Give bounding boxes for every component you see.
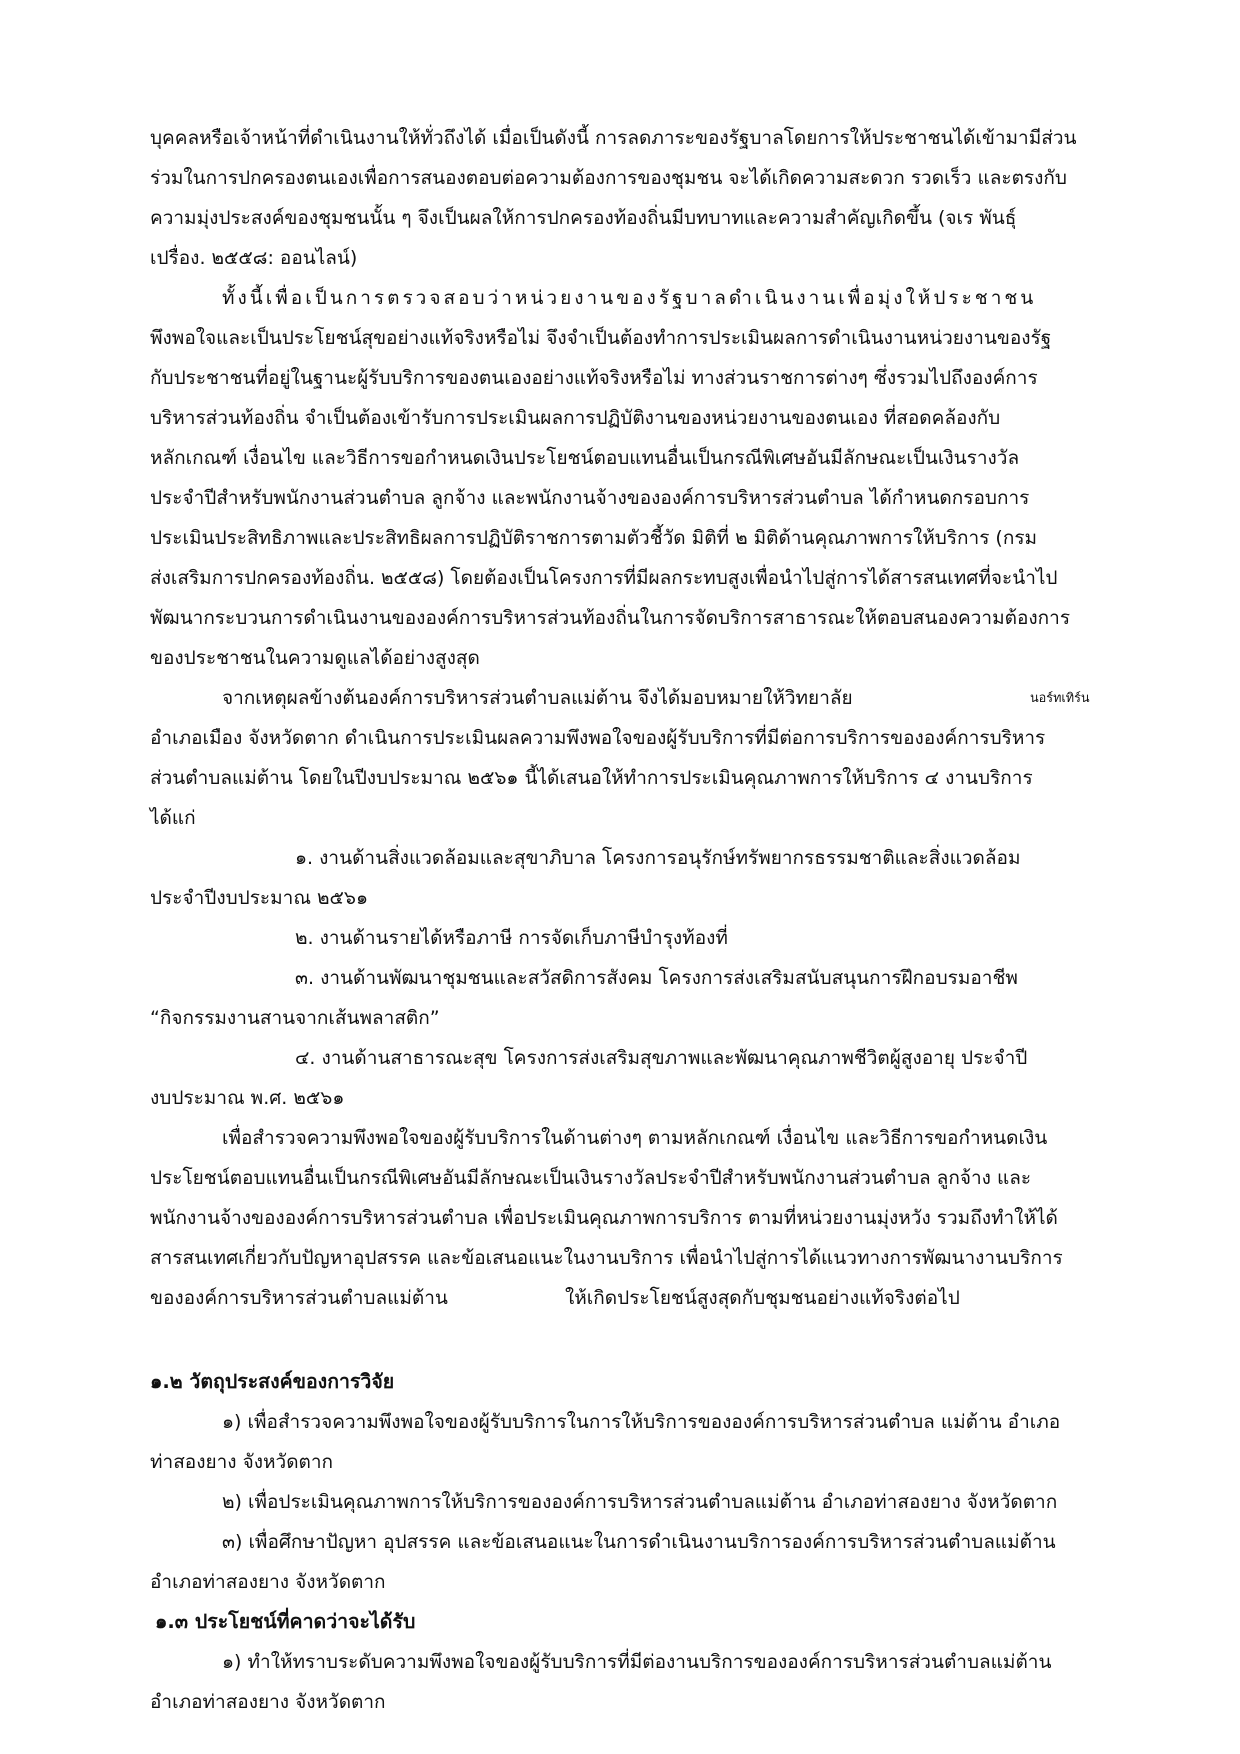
paragraph-line: บุคคลหรือเจ้าหน้าที่ดำเนินงานให้ทั่วถึงได้ เมื่อเป็นดังนี้ การลดภาระของรัฐบาลโดยการให้ประชาชนได้เข้ามามีส่วน <box>150 127 1077 149</box>
list-item: งบประมาณ พ.ศ. ๒๕๖๑ <box>150 1087 345 1109</box>
objective-item: ๓) เพื่อศึกษาปัญหา อุปสรรค และข้อเสนอแนะในการดำเนินงานบริการองค์การบริหารส่วนตำบลแม่ต้าน <box>222 1531 1056 1553</box>
paragraph-line: ส่งเสริมการปกครองท้องถิ่น. ๒๕๕๘) โดยต้องเป็นโครงการที่มีผลกระทบสูงเพื่อนำไปสู่การได้สารสนเทศที่จะนำไป <box>150 567 1058 589</box>
paragraph-line: ได้แก่ <box>150 807 196 829</box>
section-heading-benefits: ๑.๓ ประโยชน์ที่คาดว่าจะได้รับ <box>155 1610 416 1633</box>
paragraph-line: ประเมินประสิทธิภาพและประสิทธิผลการปฏิบัติราชการตามตัวชี้วัด มิติที่ ๒ มิติด้านคุณภาพการให้บริการ (กรม <box>150 527 1038 549</box>
paragraph-line: บริหารส่วนท้องถิ่น จำเป็นต้องเข้ารับการประเมินผลการปฏิบัติงานของหน่วยงานของตนเอง ที่สอดคล้องกับ <box>150 407 1001 429</box>
list-item: ๓. งานด้านพัฒนาชุมชนและสวัสดิการสังคม โครงการส่งเสริมสนับสนุนการฝึกอบรมอาชีพ <box>295 967 1018 989</box>
list-item: ๒. งานด้านรายได้หรือภาษี การจัดเก็บภาษีบำรุงท้องที่ <box>295 927 728 949</box>
paragraph-line: อำเภอเมือง จังหวัดตาก ดำเนินการประเมินผลความพึงพอใจของผู้รับบริการที่มีต่อการบริการขององค์การบริหาร <box>150 727 1046 749</box>
paragraph-line: ความมุ่งประสงค์ของชุมชนนั้น ๆ จึงเป็นผลให้การปกครองท้องถิ่นมีบทบาทและความสำคัญเกิดขึ้น (จเร พันธุ์ <box>150 207 1017 229</box>
paragraph-line: หลักเกณฑ์ เงื่อนไข และวิธีการขอกำหนดเงินประโยชน์ตอบแทนอื่นเป็นกรณีพิเศษอันมีลักษณะเป็นเงินรางวัล <box>150 447 1020 469</box>
benefit-item: ๑) ทำให้ทราบระดับความพึงพอใจของผู้รับบริการที่มีต่องานบริการขององค์การบริหารส่วนตำบลแม่ต้าน <box>222 1651 1052 1673</box>
paragraph-line: จากเหตุผลข้างต้นองค์การบริหารส่วนตำบลแม่ต้าน จึงได้มอบหมายให้วิทยาลัย <box>222 687 853 709</box>
list-item: “กิจกรรมงานสานจากเส้นพลาสติก” <box>150 1007 440 1029</box>
paragraph-line: ประโยชน์ตอบแทนอื่นเป็นกรณีพิเศษอันมีลักษณะเป็นเงินรางวัลประจำปีสำหรับพนักงานส่วนตำบล ลูกจ้าง และ <box>150 1167 1032 1189</box>
objective-item: ท่าสองยาง จังหวัดตาก <box>150 1451 334 1473</box>
paragraph-line: ร่วมในการปกครองตนเองเพื่อการสนองตอบต่อความต้องการของชุมชน จะได้เกิดความสะดวก รวดเร็ว และตรงกับ <box>150 167 1067 189</box>
paragraph-line: กับประชาชนที่อยู่ในฐานะผู้รับบริการของตนเองอย่างแท้จริงหรือไม่ ทางส่วนราชการต่างๆ ซึ่งรวมไปถึงองค์การ <box>150 367 1038 389</box>
paragraph-line: พนักงานจ้างขององค์การบริหารส่วนตำบล เพื่อประเมินคุณภาพการบริการ ตามที่หน่วยงานมุ่งหวัง รวมถึงทำให้ได้ <box>150 1207 1058 1229</box>
list-item: ๑. งานด้านสิ่งแวดล้อมและสุขาภิบาล โครงการอนุรักษ์ทรัพยากรธรรมชาติและสิ่งแวดล้อม <box>295 847 1021 869</box>
paragraph-line: ของประชาชนในความดูแลได้อย่างสูงสุด <box>150 647 480 669</box>
paragraph-line: พึงพอใจและเป็นประโยชน์สุขอย่างแท้จริงหรือไม่ จึงจำเป็นต้องทำการประเมินผลการดำเนินงานหน่วยงานของรัฐ <box>150 327 1052 349</box>
paragraph-line: ประจำปีสำหรับพนักงานส่วนตำบล ลูกจ้าง และพนักงานจ้างขององค์การบริหารส่วนตำบล ได้กำหนดกรอบการ <box>150 487 1030 509</box>
paragraph-line: ส่วนตำบลแม่ต้าน โดยในปีงบประมาณ ๒๕๖๑ นี้ได้เสนอให้ทำการประเมินคุณภาพการให้บริการ ๔ งานบริการ <box>150 767 1033 789</box>
paragraph-line: สารสนเทศเกี่ยวกับปัญหาอุปสรรค และข้อเสนอแนะในงานบริการ เพื่อนำไปสู่การได้แนวทางการพัฒนางานบริการ <box>150 1247 1063 1269</box>
objective-item: อำเภอท่าสองยาง จังหวัดตาก <box>150 1571 386 1593</box>
paragraph-line: เปรื่อง. ๒๕๕๘: ออนไลน์) <box>150 247 358 269</box>
list-item: ๔. งานด้านสาธารณะสุข โครงการส่งเสริมสุขภาพและพัฒนาคุณภาพชีวิตผู้สูงอายุ ประจำปี <box>295 1047 1028 1069</box>
paragraph-line: ให้เกิดประโยชน์สูงสุดกับชุมชนอย่างแท้จริงต่อไป <box>565 1287 960 1309</box>
benefit-item: อำเภอท่าสองยาง จังหวัดตาก <box>150 1691 386 1713</box>
paragraph-line: ขององค์การบริหารส่วนตำบลแม่ต้าน <box>150 1287 448 1309</box>
objective-item: ๒) เพื่อประเมินคุณภาพการให้บริการขององค์การบริหารส่วนตำบลแม่ต้าน อำเภอท่าสองยาง จังหวัดตาก <box>222 1491 1058 1513</box>
paragraph-line: พัฒนากระบวนการดำเนินงานขององค์การบริหารส่วนท้องถิ่นในการจัดบริการสาธารณะให้ตอบสนองความต้องการ <box>150 607 1071 629</box>
paragraph-line: นอร์ทเทิร์น <box>1030 690 1090 705</box>
paragraph-line: เพื่อสำรวจความพึงพอใจของผู้รับบริการในด้านต่างๆ ตามหลักเกณฑ์ เงื่อนไข และวิธีการขอกำหนดเงิน <box>222 1127 1048 1149</box>
section-heading-objectives: ๑.๒ วัตถุประสงค์ของการวิจัย <box>150 1370 395 1393</box>
paragraph-line: ทั้งนี้เพื่อเป็นการตรวจสอบว่าหน่วยงานของรัฐบาลดำเนินงานเพื่อมุ่งให้ประชาชน <box>222 287 1037 309</box>
objective-item: ๑) เพื่อสำรวจความพึงพอใจของผู้รับบริการในการให้บริการขององค์การบริหารส่วนตำบล แม่ต้าน อำเภอ <box>222 1411 1061 1433</box>
list-item: ประจำปีงบประมาณ ๒๕๖๑ <box>150 887 369 909</box>
